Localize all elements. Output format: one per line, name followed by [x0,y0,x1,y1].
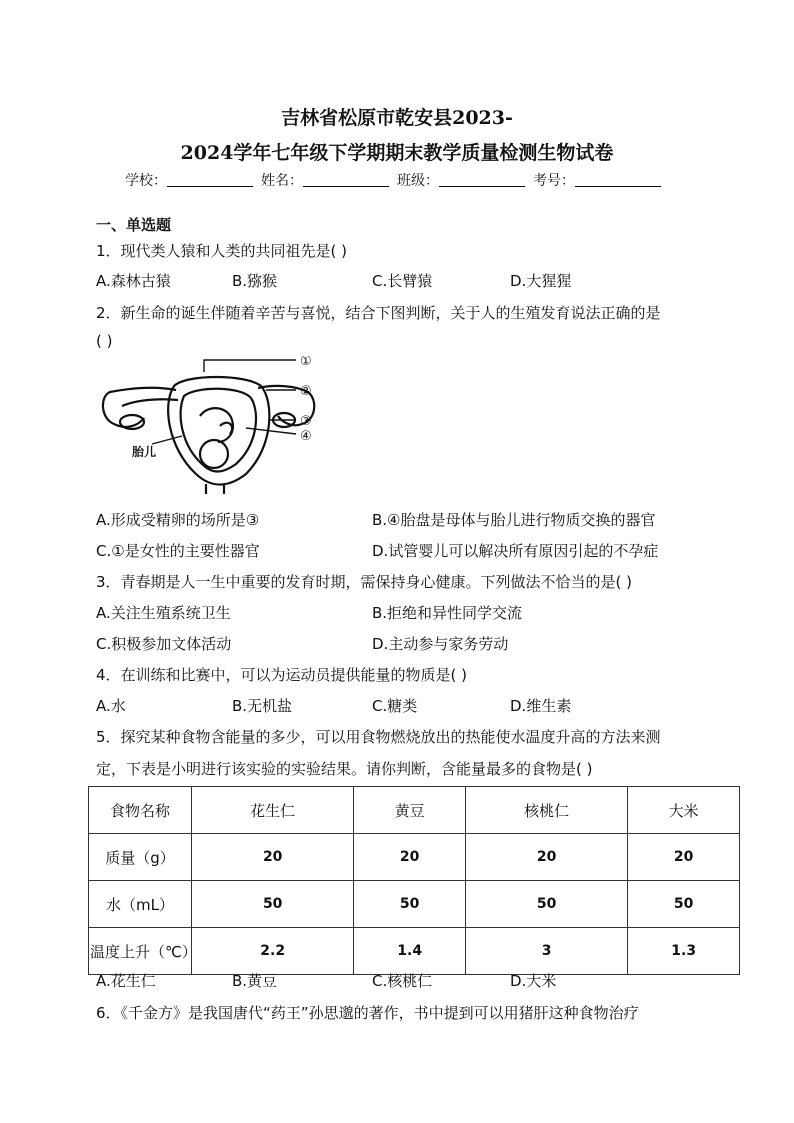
q1-option-a[interactable]: A.森林古猿 [96,272,171,290]
table-cell: 20 [628,834,740,881]
q3-option-d[interactable]: D.主动参与家务劳动 [372,635,509,653]
table-header: 黄豆 [354,787,466,834]
q3-option-a[interactable]: A.关注生殖系统卫生 [96,604,231,622]
name-label: 姓名： [261,173,303,189]
q4-stem: 4．在训练和比赛中，可以为运动员提供能量的物质是( ) [96,666,468,684]
q5-option-d[interactable]: D.大米 [510,972,557,990]
q2-option-b[interactable]: B.④胎盘是母体与胎儿进行物质交换的器官 [372,511,656,529]
energy-table [88,786,740,975]
q5-stem-cont: 定，下表是小明进行该实验的实验结果。请你判断，含能量最多的食物是( ) [96,760,593,778]
figure-label-2: ② [300,384,312,399]
q5-option-c[interactable]: C.核桃仁 [372,972,433,990]
table-row [89,881,740,928]
table-header: 花生仁 [192,787,354,834]
table-header: 大米 [628,787,740,834]
name-blank[interactable] [303,172,389,187]
q4-option-a[interactable]: A.水 [96,697,126,715]
table-row [89,834,740,881]
figure-label-3: ③ [300,414,312,429]
q4-option-d[interactable]: D.维生素 [510,697,572,715]
q3-option-c[interactable]: C.积极参加文体活动 [96,635,232,653]
q2-option-d[interactable]: D.试管婴儿可以解决所有原因引起的不孕症 [372,542,659,560]
section-heading: 一、单选题 [96,216,172,234]
table-cell: 20 [192,834,354,881]
q1-option-b[interactable]: B.猕猴 [232,272,278,290]
q6-stem: 6．《千金方》是我国唐代“药王”孙思邈的著作，书中提到可以用猪肝这种食物治疗 [96,1004,639,1022]
table-cell: 50 [465,881,627,928]
table-header: 食物名称 [89,787,192,834]
q2-option-a[interactable]: A.形成受精卵的场所是③ [96,511,260,529]
table-header: 核桃仁 [465,787,627,834]
table-row-label: 水（mL） [89,881,192,928]
table-header-row [89,787,740,834]
figure-label-fetus: 胎儿 [132,445,157,459]
school-label: 学校： [125,173,167,189]
reproductive-system-figure [96,356,336,496]
table-cell: 2.2 [192,928,354,975]
q1-option-c[interactable]: C.长臂猿 [372,272,433,290]
table-cell: 50 [192,881,354,928]
q1-option-d[interactable]: D.大猩猩 [510,272,572,290]
title-line-2: 2024学年七年级下学期期末教学质量检测生物试卷 [180,142,614,164]
table-cell: 50 [628,881,740,928]
student-info [0,170,794,190]
figure-label-4: ④ [300,429,312,444]
q3-stem: 3．青春期是人一生中重要的发育时期，需保持身心健康。下列做法不恰当的是( ) [96,573,633,591]
q5-stem: 5．探究某种食物含能量的多少，可以用食物燃烧放出的热能使水温度升高的方法来测 [96,728,661,746]
table-row-label: 温度上升（℃） [89,928,192,975]
number-blank[interactable] [575,172,661,187]
table-cell: 1.3 [628,928,740,975]
table-cell: 50 [354,881,466,928]
title-line-1: 吉林省松原市乾安县2023- [281,107,513,129]
number-label: 考号： [533,173,575,189]
q3-option-b[interactable]: B.拒绝和异性同学交流 [372,604,523,622]
table-cell: 20 [354,834,466,881]
school-blank[interactable] [167,172,253,187]
q2-stem-cont: ( ) [96,332,113,350]
class-label: 班级： [397,173,439,189]
table-cell: 3 [465,928,627,975]
q2-option-c[interactable]: C.①是女性的主要性器官 [96,542,260,560]
class-blank[interactable] [439,172,525,187]
q5-option-b[interactable]: B.黄豆 [232,972,278,990]
table-cell: 1.4 [354,928,466,975]
q4-option-c[interactable]: C.糖类 [372,697,418,715]
q2-stem: 2．新生命的诞生伴随着辛苦与喜悦，结合下图判断，关于人的生殖发育说法正确的是 [96,304,661,322]
figure-label-1: ① [300,356,312,369]
q4-option-b[interactable]: B.无机盐 [232,697,293,715]
table-row-label: 质量（g） [89,834,192,881]
table-cell: 20 [465,834,627,881]
q1-stem: 1．现代类人猿和人类的共同祖先是( ) [96,242,348,260]
table-row [89,928,740,975]
q5-option-a[interactable]: A.花生仁 [96,972,156,990]
